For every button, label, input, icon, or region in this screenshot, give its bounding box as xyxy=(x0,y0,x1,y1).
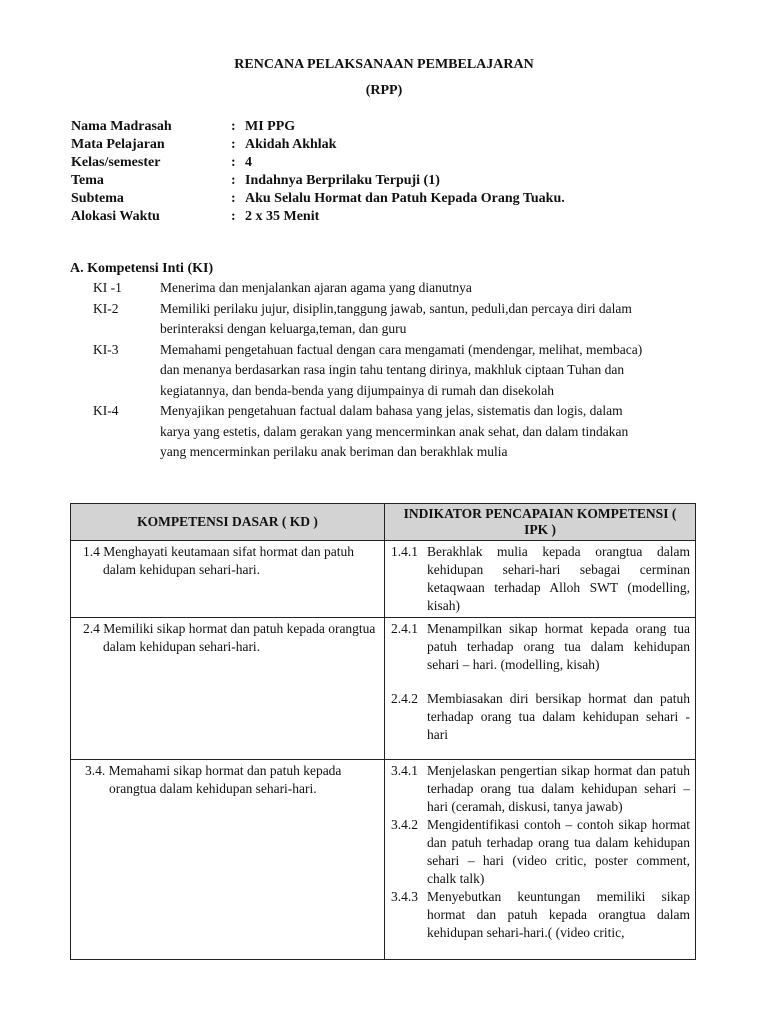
ipk-item xyxy=(391,816,690,888)
identity-label: Mata Pelajaran xyxy=(71,137,165,152)
identity-row xyxy=(71,208,565,226)
ipk-item xyxy=(391,543,690,615)
kd-cell xyxy=(71,541,385,618)
colon: : xyxy=(231,209,236,224)
ipk-text: Menyebutkan keuntungan memiliki sikap hormat dan patuh kepada orangtua dalam kehidupan sehari-hari.( (video critic, xyxy=(427,889,690,940)
spacer xyxy=(391,674,690,690)
document-title: RENCANA PELAKSANAAN PEMBELAJARAN xyxy=(234,57,534,72)
identity-value: Indahnya Berprilaku Terpuji (1) xyxy=(245,173,440,188)
ki-item xyxy=(93,401,653,463)
ipk-number: 3.4.1 xyxy=(391,763,418,778)
ipk-text: Membiasakan diri bersikap hormat dan patuh terhadap orang tua dalam kehidupan sehari - hari xyxy=(427,691,690,742)
table-row xyxy=(71,618,696,760)
identity-value: 2 x 35 Menit xyxy=(245,209,320,224)
ki-list xyxy=(93,278,653,463)
ipk-number: 3.4.3 xyxy=(391,889,418,904)
ki-text: Memiliki perilaku jujur, disiplin,tanggung jawab, santun, peduli,dan percaya diri dalam berinteraksi dengan keluarga,teman, dan guru xyxy=(160,300,632,336)
table-row xyxy=(71,541,696,618)
table-header-row xyxy=(71,504,696,541)
identity-label: Kelas/semester xyxy=(71,155,161,170)
ki-text: Memahami pengetahuan factual dengan cara mengamati (mendengar, melihat, membaca) dan menanya berdasarkan rasa ingin tahu tentang dirinya, makhluk ciptaan Tuhan dan kegiatannya, dan benda-benda yang dijumpainya di rumah dan disekolah xyxy=(160,341,643,398)
kd-text: 1.4 Menghayati keutamaan sifat hormat dan patuh dalam kehidupan sehari-hari. xyxy=(83,544,355,577)
ipk-item xyxy=(391,762,690,816)
column-header-kd: KOMPETENSI DASAR ( KD ) xyxy=(71,504,385,541)
ipk-text: Menjelaskan pengertian sikap hormat dan patuh terhadap orang tua dalam kehidupan sehari – hari (ceramah, diskusi, tanya jawab) xyxy=(427,763,690,814)
kd-cell xyxy=(71,760,385,960)
ipk-number: 2.4.1 xyxy=(391,621,418,636)
ipk-number: 1.4.1 xyxy=(391,544,418,559)
kd-ipk-table xyxy=(70,503,696,960)
ki-code: KI -1 xyxy=(93,280,122,295)
colon: : xyxy=(231,155,236,170)
ipk-text: Mengidentifikasi contoh – contoh sikap hormat dan patuh terhadap orang tua dalam kehidupan sehari – hari (video critic, poster comment, chalk talk) xyxy=(427,817,690,886)
ki-code: KI-2 xyxy=(93,300,119,316)
ipk-number: 2.4.2 xyxy=(391,691,418,706)
identity-label: Subtema xyxy=(71,191,124,206)
colon: : xyxy=(231,173,236,188)
ki-text: Menerima dan menjalankan ajaran agama yang dianutnya xyxy=(160,280,472,295)
ipk-text: Menampilkan sikap hormat kepada orang tua patuh terhadap orang tua dalam kehidupan sehari – hari. (modelling, kisah) xyxy=(427,621,690,672)
ipk-item xyxy=(391,888,690,942)
identity-row xyxy=(71,172,565,190)
colon: : xyxy=(231,119,236,134)
ipk-number: 3.4.2 xyxy=(391,817,418,832)
identity-block xyxy=(71,118,565,226)
identity-row xyxy=(71,190,565,208)
ki-item xyxy=(93,299,653,340)
identity-label: Tema xyxy=(71,173,104,188)
ki-heading: A. Kompetensi Inti (KI) xyxy=(70,261,214,276)
identity-value: 4 xyxy=(245,155,252,170)
ki-item xyxy=(93,340,653,402)
table-row xyxy=(71,760,696,960)
ki-item xyxy=(93,278,653,299)
ki-text: Menyajikan pengetahuan factual dalam bahasa yang jelas, sistematis dan logis, dalam karya yang estetis, dalam gerakan yang mencerminkan anak sehat, dan dalam tindakan yang mencerminkan perilaku anak beriman dan berakhlak mulia xyxy=(160,403,629,459)
colon: : xyxy=(231,137,236,152)
identity-value: MI PPG xyxy=(245,119,296,134)
identity-value: Aku Selalu Hormat dan Patuh Kepada Orang Tuaku. xyxy=(245,191,565,206)
ipk-cell xyxy=(385,618,696,760)
colon: : xyxy=(231,191,236,206)
ipk-cell xyxy=(385,541,696,618)
ipk-item xyxy=(391,690,690,744)
ki-code: KI-3 xyxy=(93,341,119,357)
ipk-cell xyxy=(385,760,696,960)
document-subtitle: (RPP) xyxy=(365,83,403,98)
ipk-item xyxy=(391,620,690,674)
column-header-ipk: INDIKATOR PENCAPAIAN KOMPETENSI ( IPK ) xyxy=(385,504,696,541)
identity-row xyxy=(71,136,565,154)
identity-row xyxy=(71,154,565,172)
ipk-text: Berakhlak mulia kepada orangtua dalam kehidupan sehari-hari sebagai cerminan ketaqwaan terhadap Alloh SWT (modelling, kisah) xyxy=(427,544,690,613)
identity-label: Nama Madrasah xyxy=(71,119,172,134)
kd-text: 2.4 Memiliki sikap hormat dan patuh kepada orangtua dalam kehidupan sehari-hari. xyxy=(83,621,376,654)
identity-value: Akidah Akhlak xyxy=(245,137,337,152)
identity-row xyxy=(71,118,565,136)
ki-code: KI-4 xyxy=(93,403,119,418)
kd-cell xyxy=(71,618,385,760)
identity-label: Alokasi Waktu xyxy=(71,209,160,224)
kd-text: 3.4. Memahami sikap hormat dan patuh kepada orangtua dalam kehidupan sehari-hari. xyxy=(85,763,342,796)
